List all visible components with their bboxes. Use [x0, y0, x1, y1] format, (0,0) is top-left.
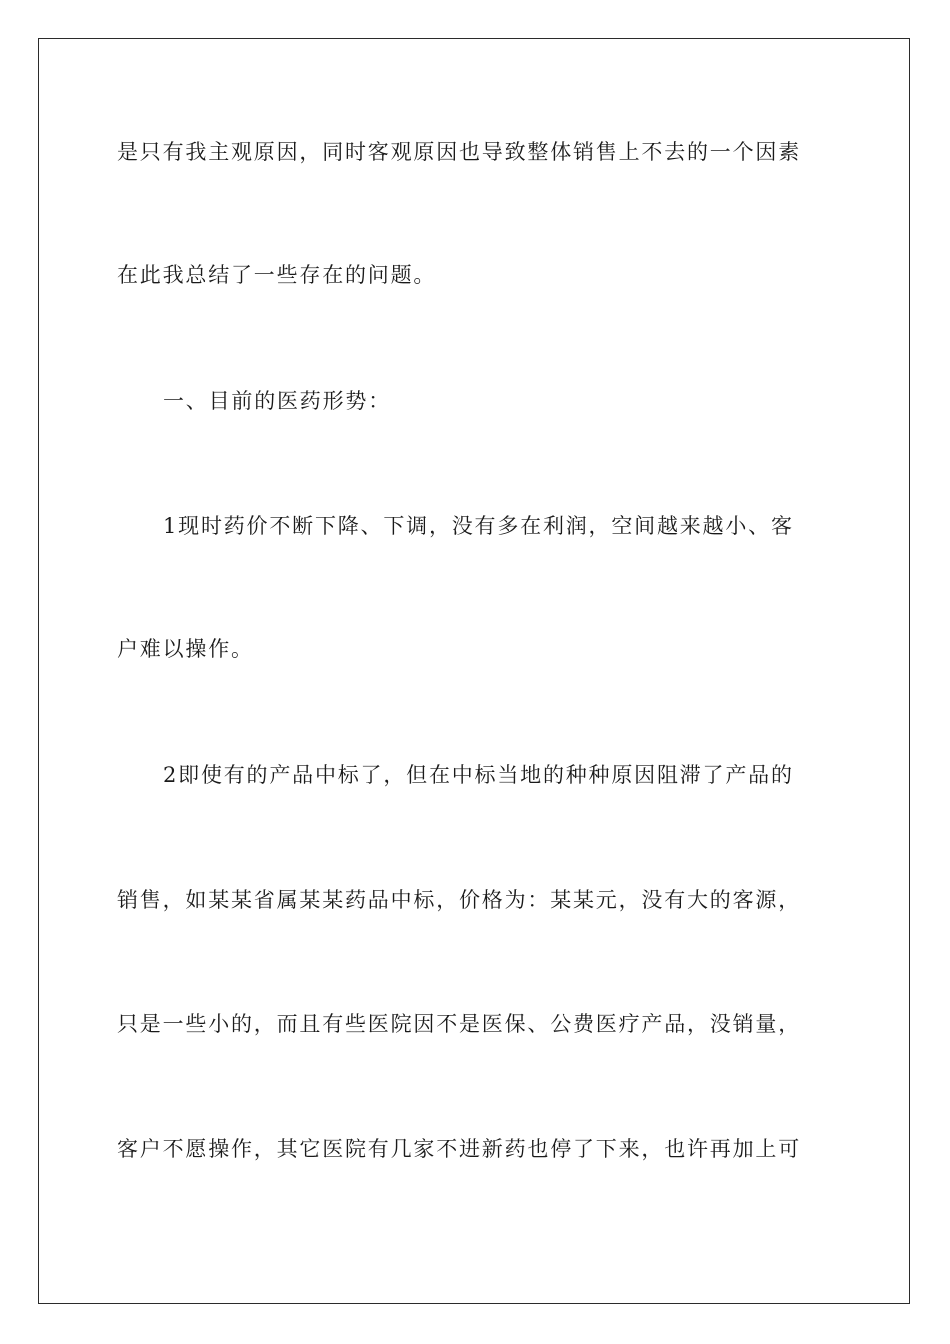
section-heading: 一、目前的医药形势： [163, 389, 391, 413]
paragraph-line: 是只有我主观原因，同时客观原因也导致整体销售上不去的一个因素 [117, 140, 801, 164]
paragraph-line: 2即使有的产品中标了，但在中标当地的种种原因阻滞了产品的 [163, 763, 794, 787]
paragraph-line: 销售，如某某省属某某药品中标，价格为：某某元，没有大的客源， [117, 888, 801, 912]
paragraph-line: 在此我总结了一些存在的问题。 [117, 263, 437, 287]
paragraph-line: 1现时药价不断下降、下调，没有多在利润，空间越来越小、客 [163, 514, 794, 538]
paragraph-line: 户难以操作。 [117, 637, 254, 661]
page-border [38, 38, 910, 1304]
paragraph-line: 客户不愿操作，其它医院有几家不进新药也停了下来，也许再加上可 [117, 1137, 801, 1161]
paragraph-line: 只是一些小的，而且有些医院因不是医保、公费医疗产品，没销量， [117, 1012, 801, 1036]
